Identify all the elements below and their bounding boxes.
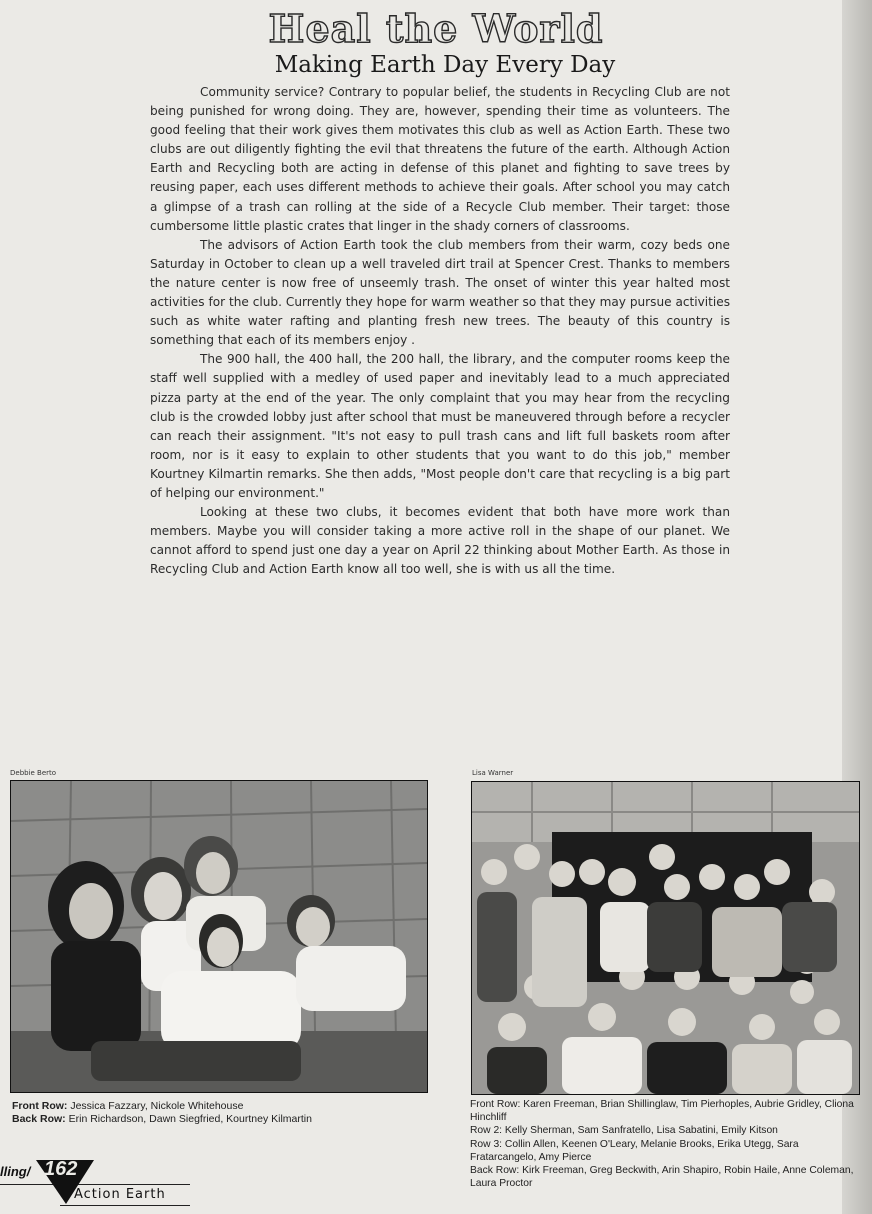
page-subtitle: Making Earth Day Every Day (274, 52, 616, 78)
folio-previous-section: lling/ (0, 1164, 31, 1179)
caption-label: Back Row: (12, 1113, 66, 1126)
club-photo-left (10, 780, 428, 1093)
article-paragraph: Community service? Contrary to popular belief, the students in Recycling Club are not being punished for wrong doing. They are, however, spending their time as volunteers. The good feeling that their work gives them motivates this club as well as Action Earth. These two clubs are out diligently fighting the evil that threatens the future of the earth. Although Action Earth and Recycling both are acting in defense of this planet and fighting to save trees by reusing paper, each uses different methods to achieve their goals. After school you may catch a glimpse of a trash can rolling at the side of a Recycle Club member. Their target: those cumbersome little plastic crates that linger in the shady corners of classrooms. (150, 85, 730, 233)
caption-row-2: Row 2: Kelly Sherman, Sam Sanfratello, Lisa Sabatini, Emily Kitson (470, 1125, 778, 1137)
folio-section-name: Action Earth (74, 1187, 166, 1202)
article-paragraph: Looking at these two clubs, it becomes evident that both have more work than members. Maybe you will consider taking a more active roll in the shape of our planet. We cannot afford to spend just one day a year on April 22 thinking about Mother Earth. As those in Recycling Club and Action Earth know all too well, she is with us all the time. (150, 505, 730, 577)
photo-credit-right: Lisa Warner (472, 769, 514, 777)
caption-names: Erin Richardson, Dawn Siegfried, Kourtney Kilmartin (68, 1113, 312, 1126)
page-title: Heal the World (268, 6, 604, 51)
photo-credit-left: Debbie Berto (10, 769, 57, 777)
photo-caption-left (12, 1100, 332, 1127)
caption-names: Jessica Fazzary, Nickole Whitehouse (70, 1100, 244, 1112)
caption-back-row (12, 1113, 332, 1126)
page-number: 162 (44, 1158, 78, 1180)
photo-caption-right (470, 1098, 855, 1190)
article-body (150, 83, 730, 579)
club-photo-right (471, 781, 860, 1095)
caption-row-3: Row 3: Collin Allen, Keenen O'Leary, Melanie Brooks, Erika Utegg, Sara Fratarcangelo, Amy Pierce (470, 1138, 799, 1163)
caption-back-row: Back Row: Kirk Freeman, Greg Beckwith, Arin Shapiro, Robin Haile, Anne Coleman, Laura Proctor (470, 1165, 854, 1190)
article-paragraph: The 900 hall, the 400 hall, the 200 hall, the library, and the computer rooms keep the staff well supplied with a medley of used paper and inevitably lead to a much appreciated pizza party at the end of the year. The only complaint that you may hear from the recycling club is the crowded lobby just after school that must be maneuvered through before a recycler can reach their assignment. "It's not easy to pull trash cans and lift full baskets room after room, nor is it easy to explain to other students that you want to do this job," member Kourtney Kilmartin remarks. She then adds, "Most people don't care that recycling is a big part of helping our environment." (150, 352, 730, 500)
caption-label: Front Row: (12, 1100, 68, 1112)
article-paragraph: The advisors of Action Earth took the club members from their warm, cozy beds one Saturday in October to clean up a well traveled dirt trail at Spencer Crest. Thanks to members the nature center is now free of unseemly trash. The onset of winter this year halted most activities for the club. Currently they hope for warm weather so that they may pursue activities such as white water rafting and planting fresh new trees. The beauty of this country is something that each of its members enjoy . (150, 237, 730, 348)
caption-front-row: Front Row: Karen Freeman, Brian Shillinglaw, Tim Pierhoples, Aubrie Gridley, Cliona Hinchliff (470, 1099, 854, 1124)
caption-front-row (12, 1100, 332, 1113)
folio-rule-bottom (60, 1205, 190, 1206)
